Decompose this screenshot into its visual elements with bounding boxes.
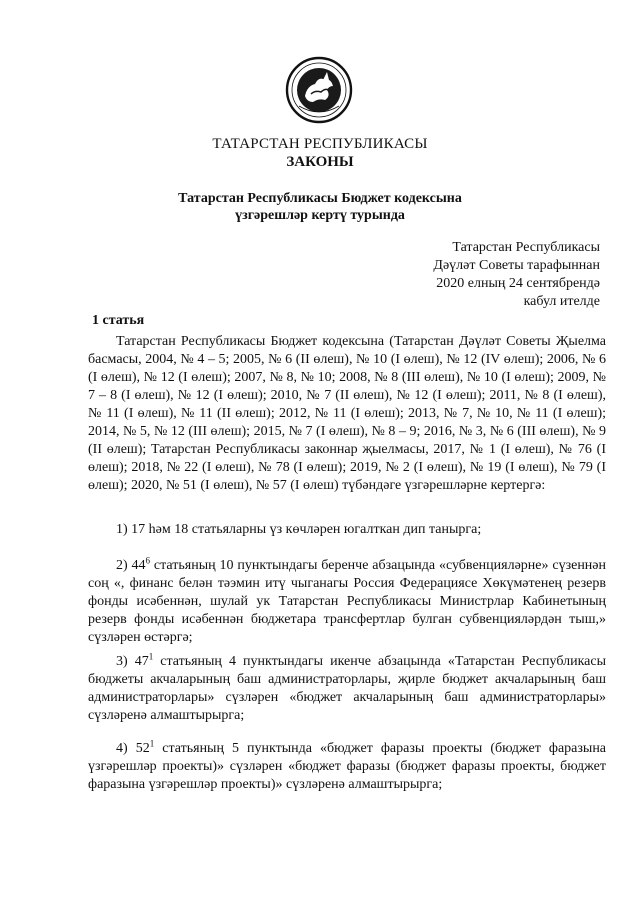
coat-of-arms-seal-icon (285, 56, 353, 124)
item-number: 3) (116, 654, 128, 669)
adoption-line-2: Дәүләт Советы тарафыннан (433, 258, 600, 273)
law-subject-line-1: Татарстан Республикасы Бюджет кодексына (178, 191, 462, 206)
item-text: статьяның 4 пунктындагы икенче абзацында «Татарстан Республикасы бюджеты акчаларының баш администраторлары, җирле бюджет акчаларының баш администраторлары» сүзләрен «бюджет акчаларының баш администраторлары» сүзләренә алмаштырырга; (88, 654, 607, 723)
article-number: 44 (131, 558, 146, 573)
article-number: 47 (134, 654, 149, 669)
article-superscript: 1 (148, 651, 154, 662)
adoption-line-4: кабул ителде (523, 294, 600, 309)
amendment-item-1 (88, 521, 606, 539)
law-subject-line-2: үзгәрешләр кертү турында (235, 208, 405, 223)
adoption-line-1: Татарстан Республикасы (452, 240, 600, 255)
amendment-item-2 (88, 557, 606, 647)
item-text: 17 һәм 18 статьяларны үз көчләрен югалткан дип танырга; (131, 522, 482, 537)
article-superscript: 6 (145, 555, 151, 566)
amendment-item-4 (88, 740, 606, 794)
item-text: статьяның 10 пунктындагы беренче абзацында «субвенцияләрне» сүзеннән соң «, финанс белән тәэмин итү чыганагы Россия Федерациясе Хөкүмәтенең резерв фонды исәбеннән, шулай ук Татарстан Республикасы Министрлар Кабинетының резерв фонды исәбеннән бюджетара трансфертлар булган субвенцияләрдән тыш,» сүзләрен өстәргә; (88, 558, 607, 645)
article-heading: 1 статья (92, 313, 145, 328)
republic-title: ТАТАРСТАН РЕСПУБЛИКАСЫ (212, 136, 428, 152)
law-title: ЗАКОНЫ (286, 154, 354, 170)
item-number: 1) (116, 522, 128, 537)
article-number: 52 (135, 741, 150, 756)
adoption-date: 2020 елның 24 сентябрендә (436, 276, 600, 291)
intro-paragraph: Татарстан Республикасы Бюджет кодексына (Татарстан Дәүләт Советы Җыелма басмасы, 2004, № 4 – 5; 2005, № 6 (II өлеш), № 10 (I өлеш), № 12 (IV өлеш); 2006, № 6 (I өлеш), № 12 (I өлеш); 2007, № 8, № 10; 2008, № 8 (III өлеш), № 10 (I өлеш); 2009, № 7 – 8 (I өлеш), № 12 (I өлеш); 2010, № 7 (II өлеш), № 12 (I өлеш); 2011, № 8 (I өлеш), № 11 (I өлеш), № 11 (II өлеш); 2012, № 11 (I өлеш); 2013, № 7, № 10, № 11 (I өлеш); 2014, № 5, № 12 (III өлеш); 2015, № 7 (I өлеш), № 8 – 9; 2016, № 3, № 6 (III өлеш), № 9 (II өлеш); Татарстан Республикасы законнар җыелмасы, 2017, № 1 (I өлеш), № 76 (I өлеш); 2018, № 22 (I өлеш), № 78 (I өлеш); 2019, № 2 (I өлеш), № 19 (I өлеш), № 79 (I өлеш); 2020, № 51 (I өлеш), № 57 (I өлеш) түбәндәге үзгәрешләрне кертергә: (88, 334, 606, 493)
item-text: статьяның 5 пунктында «бюджет фаразы проекты (бюджет фаразына үзгәрешләр проекты)» сүзләрен «бюджет фаразы (бюджет фаразы проекты, бюджет фаразына үзгәрешләр проекты)» сүзләренә алмаштырырга; (88, 741, 607, 792)
item-number: 4) (116, 741, 128, 756)
item-number: 2) (116, 558, 128, 573)
article-superscript: 1 (149, 738, 155, 749)
amendment-item-3 (88, 653, 606, 725)
